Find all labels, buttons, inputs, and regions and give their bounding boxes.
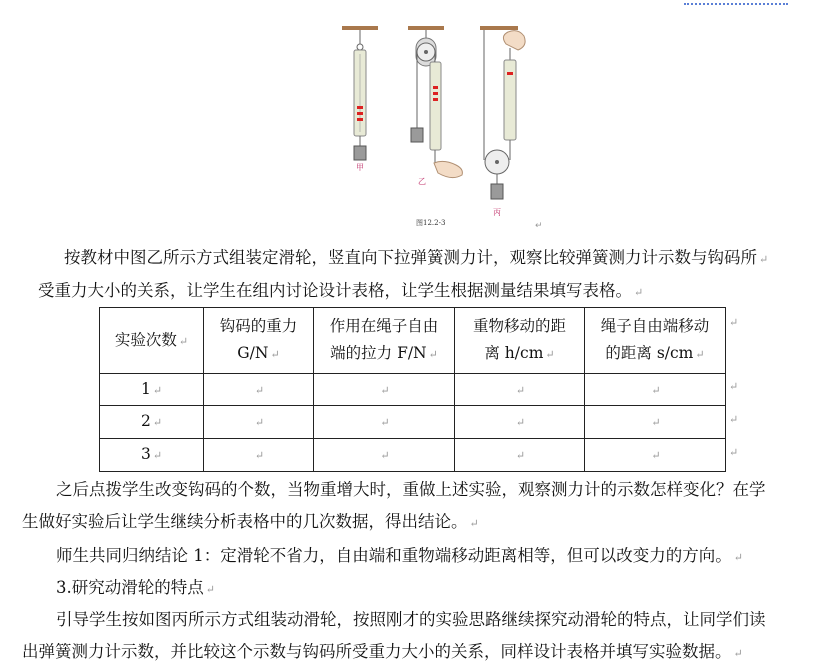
paragraph-2-line-2-text: 生做好实验后让学生继续分析表格中的几次数据，得出结论。 xyxy=(22,512,468,531)
header-line-2: G/N xyxy=(237,344,269,362)
paragraph-5-line-1-text: 引导学生按如图丙所示方式组装动滑轮，按照刚才的实验思路继续探究动滑轮的特点，让同学们读 xyxy=(56,610,766,629)
section-heading xyxy=(56,578,215,600)
cell-mark: ↵ xyxy=(254,416,265,429)
data-cell[interactable] xyxy=(585,439,726,472)
para-mark: ↵ xyxy=(469,517,479,530)
header-line-2: 端的拉力 F/N xyxy=(330,344,427,362)
para-mark: ↵ xyxy=(759,253,769,266)
ceiling-bar-c xyxy=(480,26,518,30)
cell-mark: ↵ xyxy=(545,348,555,361)
cell-mark: ↵ xyxy=(178,334,189,348)
row-end-mark: ↵ xyxy=(729,446,739,459)
top-spellcheck-underline xyxy=(684,0,788,5)
paragraph-2-line-1 xyxy=(56,480,766,500)
row-end-mark: ↵ xyxy=(729,316,739,329)
paragraph-1-line-2-text: 受重力大小的关系，让学生在组内讨论设计表格，让学生根据测量结果填写表格。 xyxy=(38,281,632,300)
pulley-figure xyxy=(330,18,545,230)
data-cell[interactable] xyxy=(204,439,314,472)
para-mark: ↵ xyxy=(205,583,215,596)
data-cell[interactable] xyxy=(314,374,455,406)
paragraph-2-line-2 xyxy=(22,512,479,534)
cell-mark: ↵ xyxy=(515,449,526,462)
data-cell[interactable] xyxy=(455,439,585,472)
row-end-mark: ↵ xyxy=(729,380,739,393)
header-cell xyxy=(585,308,726,374)
paragraph-5-line-2-text: 出弹簧测力计示数，并比较这个示数与钩码所受重力大小的关系，同样设计表格并填写实验数据。 xyxy=(22,642,732,661)
row-number-cell xyxy=(100,439,204,472)
cell-mark: ↵ xyxy=(695,348,705,361)
section-heading-text: 3.研究动滑轮的特点 xyxy=(56,578,204,597)
cell-mark: ↵ xyxy=(152,449,163,462)
cell-mark: ↵ xyxy=(152,383,163,397)
row-number: 2 xyxy=(140,412,151,430)
header-line-2: 离 h/cm xyxy=(484,344,544,362)
para-mark: ↵ xyxy=(634,286,644,299)
header-line-1: 重物移动的距 xyxy=(472,317,566,335)
paragraph-1-line-2 xyxy=(38,281,643,303)
cell-mark: ↵ xyxy=(515,416,526,429)
para-mark: ↵ xyxy=(733,551,743,564)
table-header-row xyxy=(100,308,726,374)
cell-mark: ↵ xyxy=(380,449,390,462)
setup-c xyxy=(484,30,525,217)
data-cell[interactable] xyxy=(455,374,585,406)
cell-mark: ↵ xyxy=(254,383,265,397)
paragraph-5-line-2 xyxy=(22,642,743,664)
setup-b xyxy=(411,30,462,186)
data-cell[interactable] xyxy=(585,406,726,439)
figure-para-mark: ↵ xyxy=(535,221,543,230)
data-cell[interactable] xyxy=(314,439,455,472)
header-line-1: 钩码的重力 xyxy=(219,317,298,335)
paragraph-1-line-1 xyxy=(64,248,768,270)
data-cell[interactable] xyxy=(204,406,314,439)
cell-mark: ↵ xyxy=(651,383,661,397)
header-cell xyxy=(204,308,314,374)
row-number: 3 xyxy=(140,445,151,463)
table-row xyxy=(100,374,726,406)
row-number-cell xyxy=(100,374,204,406)
cell-mark: ↵ xyxy=(651,416,661,429)
figure-label-c: 丙 xyxy=(493,208,501,217)
figure-caption: 图12.2-3 xyxy=(416,219,446,227)
cell-mark: ↵ xyxy=(515,383,526,397)
header-line-1: 实验次数 xyxy=(114,330,177,349)
header-cell xyxy=(314,308,455,374)
setup-a xyxy=(354,30,366,172)
table-row xyxy=(100,406,726,439)
cell-mark: ↵ xyxy=(651,449,661,462)
table-row xyxy=(100,439,726,472)
header-cell xyxy=(455,308,585,374)
para-mark: ↵ xyxy=(733,647,743,660)
ceiling-bar-b xyxy=(408,26,444,30)
data-cell[interactable] xyxy=(314,406,455,439)
paragraph-3 xyxy=(56,546,743,568)
figure-label-b: 乙 xyxy=(418,177,426,186)
paragraph-5-line-1 xyxy=(56,610,766,630)
cell-mark: ↵ xyxy=(254,449,265,462)
cell-mark: ↵ xyxy=(428,348,438,361)
ceiling-bar-a xyxy=(342,26,378,30)
data-cell[interactable] xyxy=(204,374,314,406)
header-line-1: 作用在绳子自由 xyxy=(329,317,439,335)
paragraph-3-text: 师生共同归纳结论 1：定滑轮不省力，自由端和重物端移动距离相等，但可以改变力的方向。 xyxy=(56,546,732,565)
experiment-table xyxy=(99,307,726,472)
figure-label-a: 甲 xyxy=(356,163,364,172)
row-number-cell xyxy=(100,406,204,439)
header-cell xyxy=(100,308,204,374)
data-cell[interactable] xyxy=(455,406,585,439)
data-cell[interactable] xyxy=(585,374,726,406)
header-line-1: 绳子自由端移动 xyxy=(600,317,710,335)
row-end-mark: ↵ xyxy=(729,413,739,426)
row-number: 1 xyxy=(140,379,151,398)
cell-mark: ↵ xyxy=(380,416,390,429)
paragraph-1-line-1-text: 按教材中图乙所示方式组装定滑轮，竖直向下拉弹簧测力计，观察比较弹簧测力计示数与钩码所 xyxy=(64,248,757,267)
cell-mark: ↵ xyxy=(270,348,280,361)
cell-mark: ↵ xyxy=(152,416,163,429)
cell-mark: ↵ xyxy=(380,383,390,397)
paragraph-2-line-1-text: 之后点拨学生改变钩码的个数，当物重增大时，重做上述实验，观察测力计的示数怎样变化？在学 xyxy=(56,480,766,499)
header-line-2: 的距离 s/cm xyxy=(605,344,694,362)
